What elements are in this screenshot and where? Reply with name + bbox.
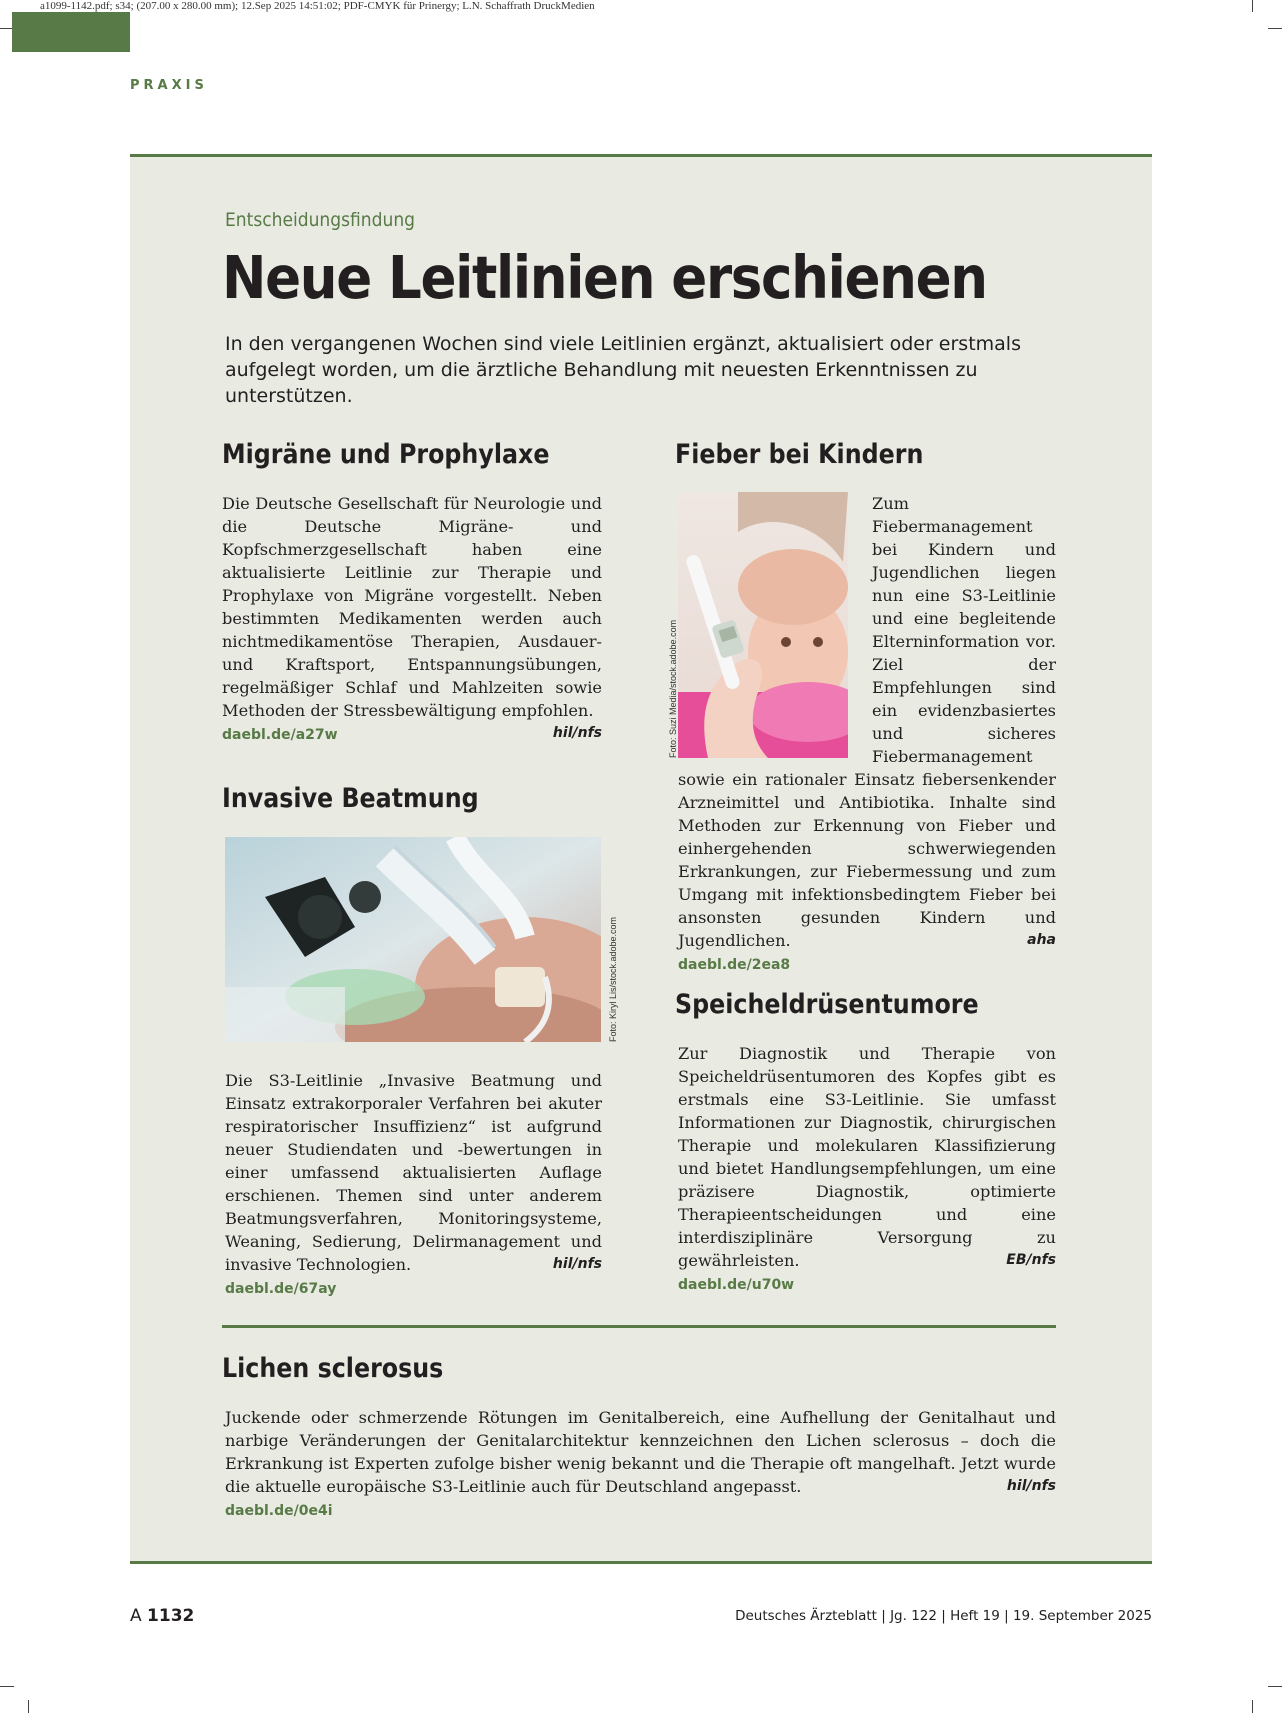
author-tag: aha — [1027, 932, 1056, 948]
article-text: Die S3-Leitlinie „Invasive Beatmung und Einsatz extrakorporaler Verfahren bei akuter respiratorischer Insuffizienz“ ist aufgrund neuer Studiendaten und -bewertungen in einer umfassend aktualisierten Auflage erschienen. Themen sind unter anderem Beatmungsverfahren, Monitoringsysteme, Weaning, Sedierung, Delirmanagement und invasive Technologien. — [225, 1071, 602, 1274]
photo-credit: Foto: Suzi Media/stock.adobe.com — [668, 619, 678, 758]
crop-mark — [1268, 1686, 1282, 1687]
crop-mark — [0, 1686, 14, 1687]
author-tag: EB/nfs — [1006, 1252, 1056, 1268]
article-beatmung — [222, 783, 618, 1297]
article-link[interactable]: daebl.de/u70w — [678, 1277, 795, 1293]
section-label: PRAXIS — [130, 78, 208, 93]
article-title: Invasive Beatmung — [222, 783, 479, 814]
crop-mark — [28, 1700, 29, 1713]
kicker: Entscheidungsfindung — [225, 209, 416, 231]
author-tag: hil/nfs — [552, 725, 602, 741]
page-number — [130, 1606, 194, 1626]
article-body — [668, 492, 1056, 977]
guidelines-box — [130, 154, 1152, 1564]
ventilation-photo-image — [225, 837, 601, 1042]
section-divider — [222, 1325, 1056, 1328]
article-body — [678, 1042, 1056, 1297]
article-lichen — [222, 1353, 1056, 1523]
article-body — [225, 1406, 1056, 1523]
fever-photo — [668, 492, 848, 758]
article-title: Migräne und Prophylaxe — [222, 439, 550, 470]
article-text: Zum Fiebermanagement bei Kindern und Jugendlichen liegen nun eine S3-Leitlinie und eine begleitende Elterninformation vor. Ziel der Empfehlungen sind ein evidenzbasiertes und sicheres Fiebermanagement sowie ein rationaler Einsatz fiebersenkender Arzneimittel und Antibiotika. Inhalte sind Methoden zur Erkennung von Fieber und einhergehenden schwerwiegenden Erkrankungen, zur Fiebermessung und zum Umgang mit infektionsbedingtem Fieber bei ansonsten gesunden Kindern und Jugendlichen. — [678, 494, 1056, 950]
author-tag: hil/nfs — [1006, 1478, 1056, 1494]
crop-mark — [1252, 1700, 1253, 1713]
article-link[interactable]: daebl.de/a27w — [222, 727, 338, 743]
publication-source: Deutsches Ärzteblatt | Jg. 122 | Heft 19 | 19. September 2025 — [735, 1608, 1152, 1624]
lead-paragraph: In den vergangenen Wochen sind viele Leitlinien ergänzt, aktualisiert oder erstmals aufgelegt worden, um die ärztliche Behandlung mit neuesten Erkenntnissen zu unterstützen. — [225, 333, 1021, 407]
article-title: Lichen sclerosus — [222, 1353, 444, 1384]
fever-photo-image — [678, 492, 848, 758]
article-body — [222, 492, 602, 747]
article-link[interactable]: daebl.de/2ea8 — [678, 957, 791, 973]
page-number-value: 1132 — [147, 1606, 195, 1626]
article-title: Speicheldrüsentumore — [675, 989, 979, 1020]
article-text: Die Deutsche Gesellschaft für Neurologie und die Deutsche Migräne- und Kopfschmerzgesellschaft haben eine aktualisierte Leitlinie zur Therapie und Prophylaxe von Migräne vorgestellt. Neben bestimmten Medikamenten werden auch nichtmedikamentöse Therapien, Ausdauer- und Kraftsport, Entspannungsübungen, regelmäßiger Schlaf und Mahlzeiten sowie Methoden der Stressbewältigung empfohlen. — [222, 494, 602, 720]
ventilation-photo — [225, 837, 601, 1042]
photo-credit: Foto: Kiryl Lis/stock.adobe.com — [608, 916, 618, 1042]
headline: Neue Leitlinien erschienen — [222, 243, 987, 312]
article-body — [225, 1069, 602, 1301]
article-migraene — [222, 439, 602, 747]
print-info-line: a1099-1142.pdf; s34; (207.00 x 280.00 mm); 12.Sep 2025 14:51:02; PDF-CMYK für Prinergy; L.N. Schaffrath DruckMedien — [40, 0, 595, 12]
page-prefix: A — [130, 1606, 142, 1626]
author-tag: hil/nfs — [552, 1256, 602, 1272]
crop-mark — [1252, 0, 1253, 12]
article-text: Juckende oder schmerzende Rötungen im Genitalbereich, eine Aufhellung der Genitalhaut und narbige Veränderungen der Genitalarchitektur kennzeichnen den Lichen sclerosus – doch die Erkrankung ist Experten zufolge bisher wenig bekannt und die Therapie oft mangelhaft. Jetzt wurde die aktuelle europäische S3-Leitlinie auch für Deutschland angepasst. — [225, 1408, 1056, 1496]
section-color-block — [12, 12, 130, 52]
article-speichel — [675, 989, 1056, 1297]
article-title: Fieber bei Kindern — [675, 439, 924, 470]
article-fieber — [668, 439, 1056, 977]
article-link[interactable]: daebl.de/0e4i — [225, 1503, 333, 1519]
article-text: Zur Diagnostik und Therapie von Speicheldrüsentumoren des Kopfes gibt es erstmals eine S3-Leitlinie. Sie umfasst Informationen zur Diagnostik, chirurgischen Therapie und molekularen Klassifizierung und bietet Handlungsempfehlungen, um eine präzisere Diagnostik, optimierte Therapieentscheidungen und eine interdisziplinäre Versorgung zu gewährleisten. — [678, 1044, 1056, 1270]
crop-mark — [1268, 28, 1282, 29]
article-link[interactable]: daebl.de/67ay — [225, 1281, 337, 1297]
